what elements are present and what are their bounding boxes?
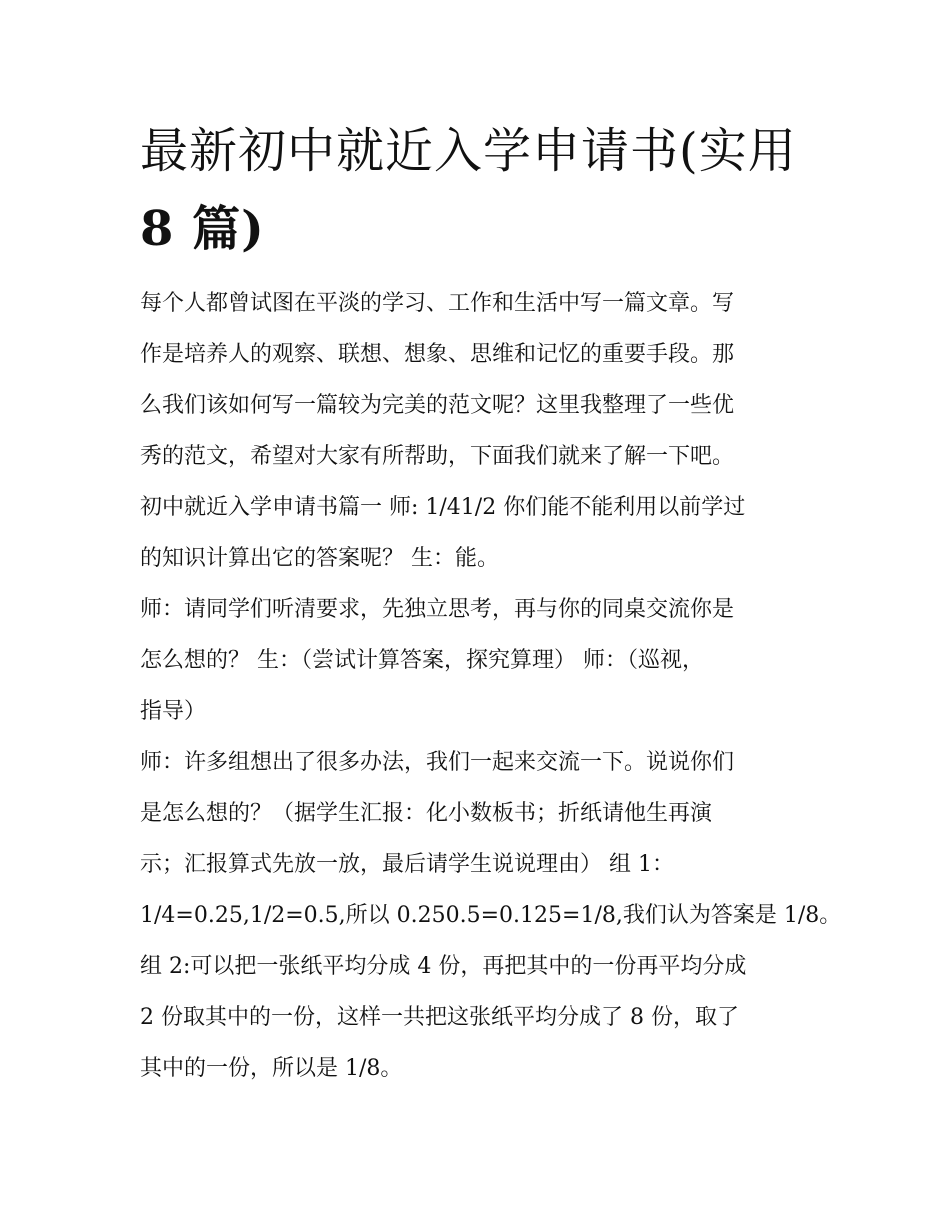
body-line-13: 1/4=0.25,1/2=0.5,所以 0.250.5=0.125=1/8,我们认为答案是 1/8。 <box>140 903 842 928</box>
document-body <box>140 278 840 1094</box>
body-line-10: 师：许多组想出了很多办法，我们一起来交流一下。说说你们 <box>140 750 735 775</box>
body-line-7: 师：请同学们听清要求，先独立思考，再与你的同桌交流你是 <box>140 597 735 622</box>
body-line-3: 么我们该如何写一篇较为完美的范文呢？这里我整理了一些优 <box>140 393 735 418</box>
body-line-8: 怎么想的？ 生：（尝试计算答案，探究算理） 师：（巡视， <box>140 648 704 673</box>
body-line-12: 示；汇报算式先放一放，最后请学生说说理由） 组 1： <box>140 852 674 877</box>
document-title <box>140 112 830 268</box>
title-line-2: 8 篇) <box>140 201 265 257</box>
body-line-6: 的知识计算出它的答案呢？ 生：能。 <box>140 546 499 571</box>
body-line-11: 是怎么想的？（据学生汇报：化小数板书；折纸请他生再演 <box>140 801 713 826</box>
body-line-4: 秀的范文，希望对大家有所帮助，下面我们就来了解一下吧。 <box>140 444 735 469</box>
body-line-16: 其中的一份，所以是 1/8。 <box>140 1056 403 1081</box>
body-line-9: 指导） <box>140 699 207 724</box>
body-line-15: 2 份取其中的一份，这样一共把这张纸平均分成了 8 份，取了 <box>140 1005 739 1030</box>
body-line-2: 作是培养人的观察、联想、想象、思维和记忆的重要手段。那 <box>140 342 735 367</box>
body-line-5: 初中就近入学申请书篇一 师: 1/41/2 你们能不能利用以前学过 <box>140 495 746 520</box>
body-line-1: 每个人都曾试图在平淡的学习、工作和生活中写一篇文章。写 <box>140 291 735 316</box>
title-line-1: 最新初中就近入学申请书(实用 <box>140 123 797 179</box>
body-line-14: 组 2:可以把一张纸平均分成 4 份，再把其中的一份再平均分成 <box>140 954 747 979</box>
